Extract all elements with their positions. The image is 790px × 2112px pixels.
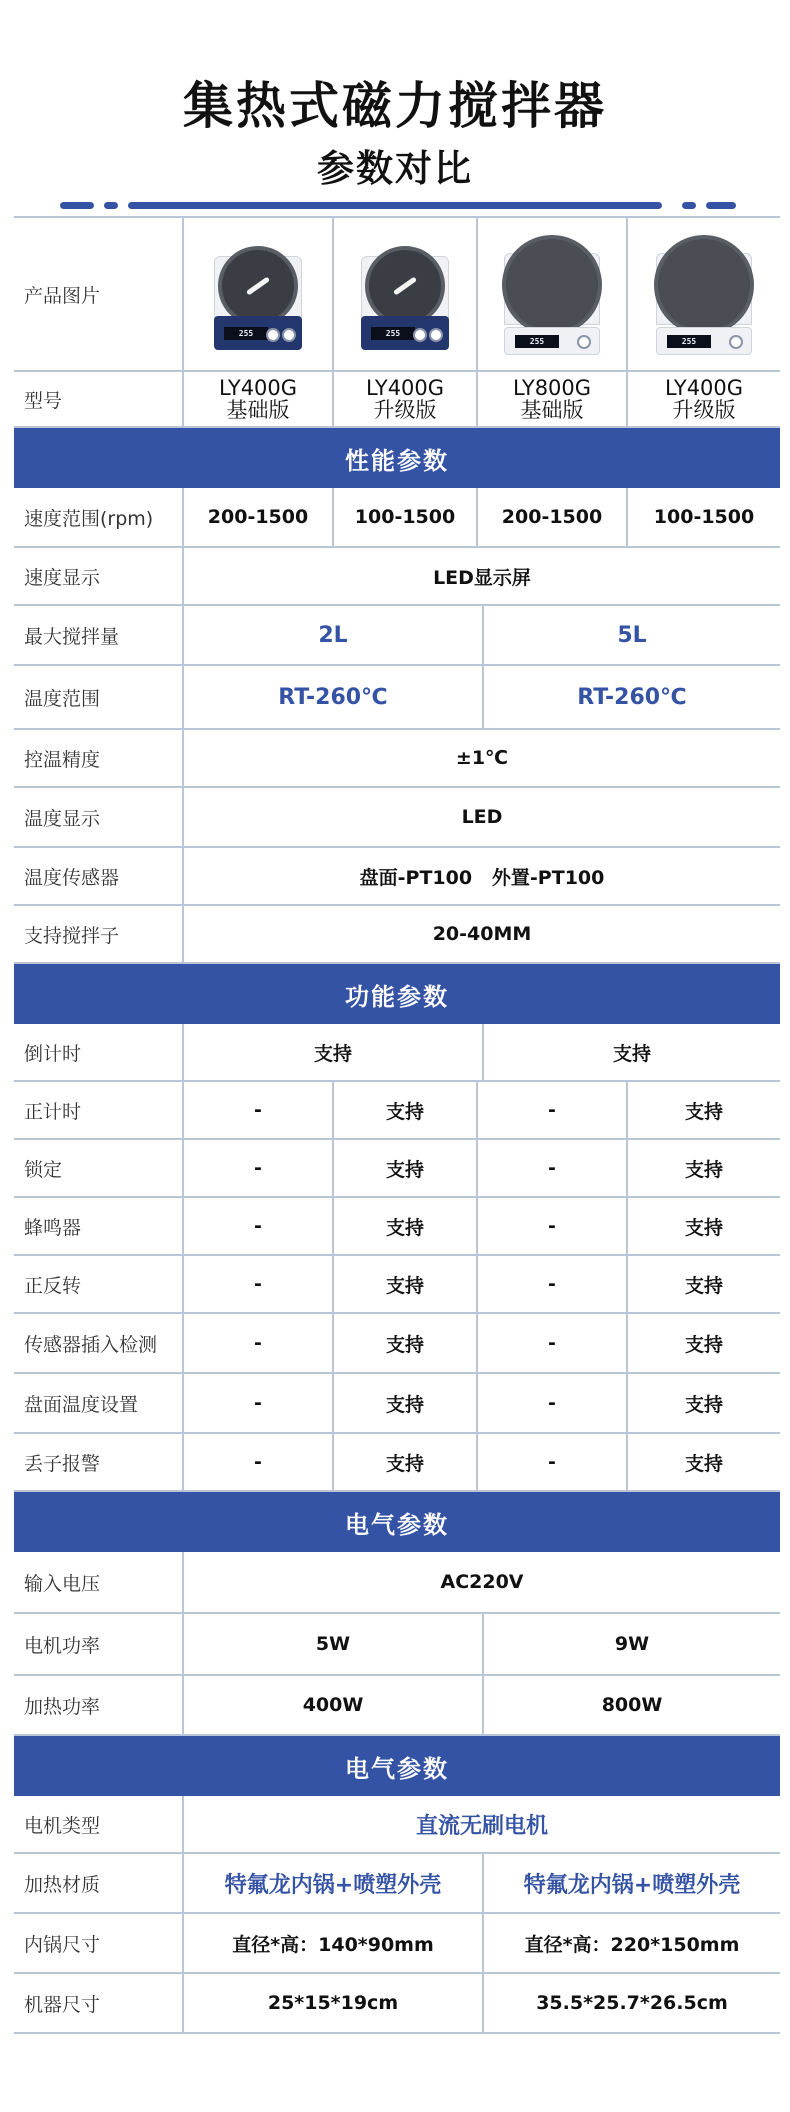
stirrer-large-image: 255 xyxy=(500,233,604,355)
row-label: 控温精度 xyxy=(14,730,184,786)
value-cell: - xyxy=(254,1215,262,1237)
row-motor-power xyxy=(14,1614,780,1676)
value-cell: 支持 xyxy=(626,1198,780,1254)
value-cell: 100-1500 xyxy=(626,488,780,546)
row-temp-range xyxy=(14,666,780,730)
row-label: 加热功率 xyxy=(14,1676,184,1734)
comparison-table xyxy=(14,216,780,2034)
value-cell: 支持 xyxy=(332,1256,476,1312)
value-cell: RT-260℃ xyxy=(278,684,388,710)
value-cell: 5L xyxy=(482,606,780,664)
row-label: 型号 xyxy=(14,372,184,426)
row-speed-display xyxy=(14,548,780,606)
value-cell: ±1℃ xyxy=(455,747,509,769)
product-image-cell xyxy=(476,218,626,370)
stirrer-small-image: 255 xyxy=(210,238,306,350)
value-cell: 支持 xyxy=(332,1374,476,1432)
value-cell: 支持 xyxy=(332,1198,476,1254)
row-label: 温度传感器 xyxy=(14,848,184,904)
value-cell: - xyxy=(254,1099,262,1121)
value-cell: - xyxy=(254,1451,262,1473)
row-label: 温度范围 xyxy=(14,666,184,728)
model-cell: LY400G 升级版 xyxy=(626,372,780,426)
section-header-functions: 功能参数 xyxy=(14,964,780,1024)
row-label: 正计时 xyxy=(14,1082,184,1138)
value-cell: LED显示屏 xyxy=(433,566,531,589)
value-cell: 支持 xyxy=(332,1082,476,1138)
value-cell: 100-1500 xyxy=(332,488,476,546)
value-cell: 支持 xyxy=(626,1140,780,1196)
value-cell: 支持 xyxy=(332,1140,476,1196)
model-cell: LY800G 基础版 xyxy=(476,372,626,426)
value-cell: - xyxy=(476,1314,626,1372)
value-cell: - xyxy=(254,1157,262,1179)
value-cell: 盘面-PT100 外置-PT100 xyxy=(359,866,605,889)
row-label: 速度显示 xyxy=(14,548,184,604)
row-function xyxy=(14,1314,780,1374)
row-label: 最大搅拌量 xyxy=(14,606,184,664)
row-heating-power xyxy=(14,1676,780,1736)
value-cell: - xyxy=(476,1256,626,1312)
value-cell: 200-1500 xyxy=(207,506,309,528)
row-label: 机器尺寸 xyxy=(14,1974,184,2032)
value-cell: - xyxy=(254,1273,262,1295)
row-stir-bar xyxy=(14,906,780,964)
row-label: 盘面温度设置 xyxy=(14,1374,184,1432)
product-image-cell xyxy=(626,218,780,370)
value-cell: 特氟龙内锅+喷塑外壳 xyxy=(482,1854,780,1912)
row-pot-size xyxy=(14,1914,780,1974)
row-label: 加热材质 xyxy=(14,1854,184,1912)
row-label: 温度显示 xyxy=(14,788,184,846)
value-cell: LED xyxy=(461,806,503,828)
row-label: 速度范围(rpm) xyxy=(14,488,184,546)
value-cell: 支持 xyxy=(626,1314,780,1372)
row-heating-material xyxy=(14,1854,780,1914)
section-header-electrical-2: 电气参数 xyxy=(14,1736,780,1796)
row-label: 锁定 xyxy=(14,1140,184,1196)
row-label: 正反转 xyxy=(14,1256,184,1312)
section-header-electrical: 电气参数 xyxy=(14,1492,780,1552)
divider-bar xyxy=(128,202,662,209)
value-cell: 支持 xyxy=(482,1024,780,1080)
row-product-image xyxy=(14,216,780,372)
value-cell: 支持 xyxy=(313,1042,352,1065)
stirrer-small-image: 255 xyxy=(357,238,453,350)
product-image-cell xyxy=(184,218,332,370)
row-label: 蜂鸣器 xyxy=(14,1198,184,1254)
row-model xyxy=(14,372,780,428)
value-cell: 直径*高：220*150mm xyxy=(482,1914,780,1972)
product-image-cell xyxy=(332,218,476,370)
page-header xyxy=(0,0,790,210)
value-cell: 800W xyxy=(482,1676,780,1734)
row-temp-display xyxy=(14,788,780,848)
page-title: 集热式磁力搅拌器 xyxy=(183,77,607,135)
value-cell: 支持 xyxy=(626,1434,780,1490)
row-function xyxy=(14,1256,780,1314)
value-cell: 特氟龙内锅+喷塑外壳 xyxy=(224,1872,442,1898)
row-machine-size xyxy=(14,1974,780,2034)
divider-dash xyxy=(706,202,736,209)
row-label: 支持搅拌子 xyxy=(14,906,184,962)
row-temp-sensor xyxy=(14,848,780,906)
value-cell: - xyxy=(476,1198,626,1254)
value-cell: RT-260℃ xyxy=(482,666,780,728)
model-cell: LY400G 升级版 xyxy=(332,372,476,426)
row-label: 输入电压 xyxy=(14,1552,184,1612)
row-max-capacity xyxy=(14,606,780,666)
row-label: 产品图片 xyxy=(14,218,184,370)
row-input-voltage xyxy=(14,1552,780,1614)
row-function xyxy=(14,1374,780,1434)
row-temp-accuracy xyxy=(14,730,780,788)
stirrer-large-image: 255 xyxy=(652,233,756,355)
value-cell: 5W xyxy=(315,1633,351,1655)
value-cell: 20-40MM xyxy=(432,923,532,945)
row-label: 倒计时 xyxy=(14,1024,184,1080)
row-label: 内锅尺寸 xyxy=(14,1914,184,1972)
section-header-performance: 性能参数 xyxy=(14,428,780,488)
divider-dash xyxy=(60,202,94,209)
value-cell: 支持 xyxy=(626,1082,780,1138)
value-cell: - xyxy=(254,1392,262,1414)
divider-dash xyxy=(682,202,696,209)
value-cell: AC220V xyxy=(440,1571,524,1593)
value-cell: 9W xyxy=(482,1614,780,1674)
value-cell: 25*15*19cm xyxy=(267,1992,399,2014)
value-cell: 直流无刷电机 xyxy=(415,1813,548,1839)
value-cell: 35.5*25.7*26.5cm xyxy=(482,1974,780,2032)
page-subtitle: 参数对比 xyxy=(317,147,473,190)
divider-dash xyxy=(104,202,118,209)
value-cell: - xyxy=(476,1140,626,1196)
row-function xyxy=(14,1140,780,1198)
model-cell: LY400G 基础版 xyxy=(218,376,298,422)
row-function xyxy=(14,1082,780,1140)
value-cell: 支持 xyxy=(332,1314,476,1372)
value-cell: - xyxy=(254,1332,262,1354)
row-label: 传感器插入检测 xyxy=(14,1314,184,1372)
value-cell: 支持 xyxy=(626,1374,780,1432)
row-countdown xyxy=(14,1024,780,1082)
row-label: 电机类型 xyxy=(14,1796,184,1852)
row-function xyxy=(14,1198,780,1256)
row-label: 电机功率 xyxy=(14,1614,184,1674)
row-motor-type xyxy=(14,1796,780,1854)
value-cell: - xyxy=(476,1434,626,1490)
value-cell: 400W xyxy=(302,1694,364,1716)
value-cell: - xyxy=(476,1082,626,1138)
row-label: 丢子报警 xyxy=(14,1434,184,1490)
value-cell: 支持 xyxy=(626,1256,780,1312)
value-cell: - xyxy=(476,1374,626,1432)
value-cell: 200-1500 xyxy=(476,488,626,546)
value-cell: 2L xyxy=(318,622,348,648)
value-cell: 直径*高：140*90mm xyxy=(232,1933,434,1956)
row-function xyxy=(14,1434,780,1492)
value-cell: 支持 xyxy=(332,1434,476,1490)
row-speed-range xyxy=(14,488,780,548)
